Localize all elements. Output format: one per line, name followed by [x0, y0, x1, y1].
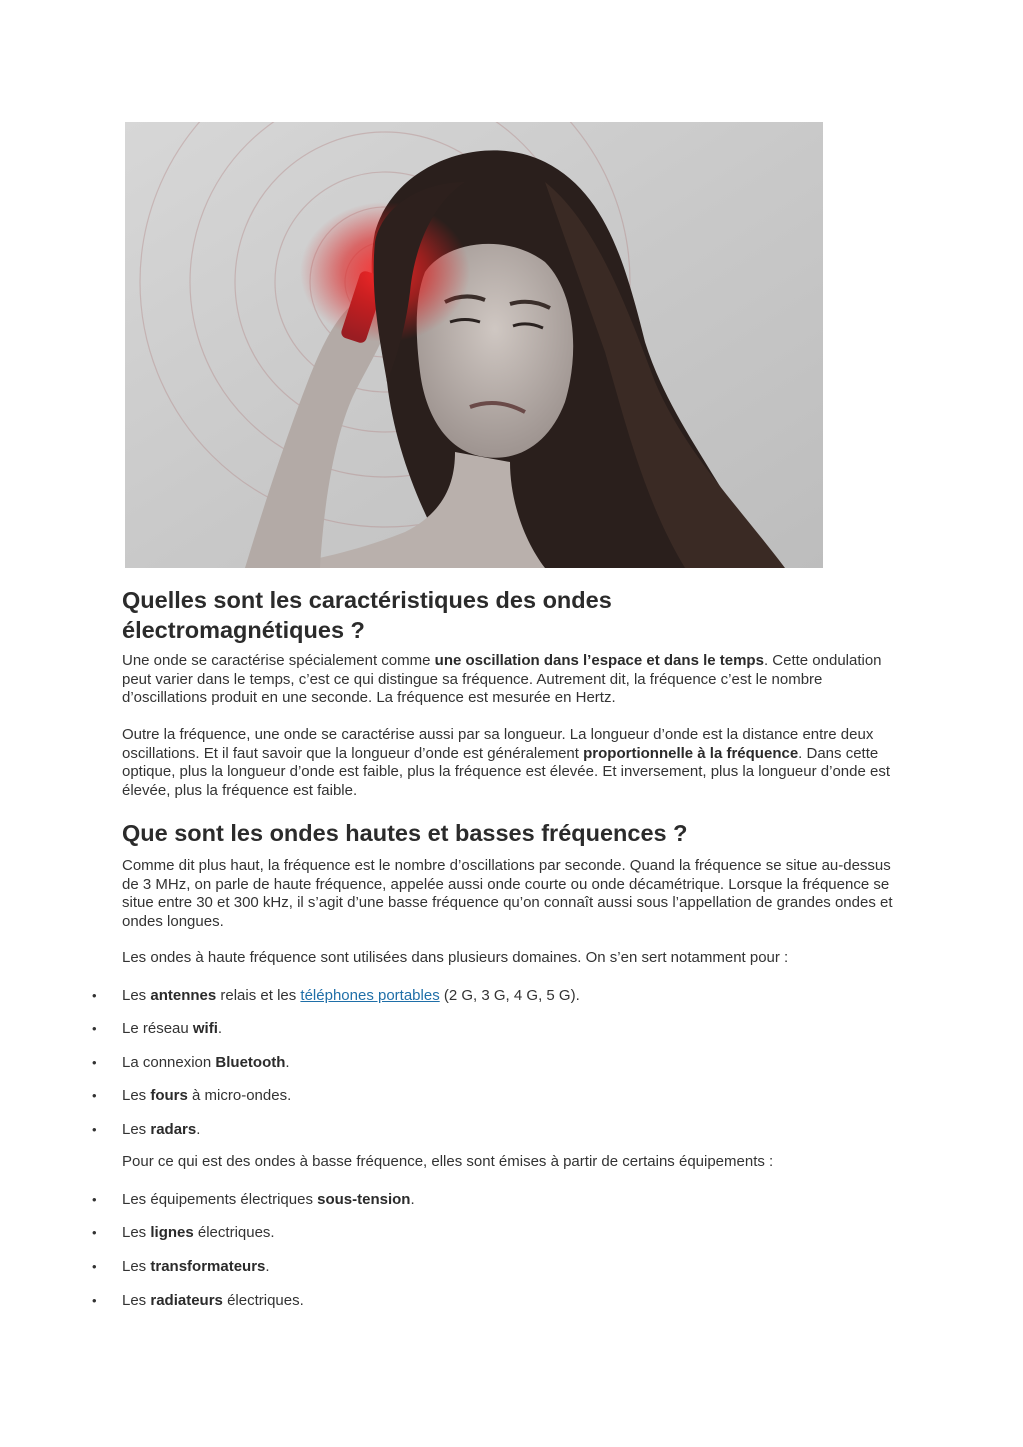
bullet-icon: •	[92, 1293, 97, 1308]
paragraph-low-frequency-intro: Pour ce qui est des ondes à basse fréquence, elles sont émises à partir de certains équipements :	[122, 1153, 774, 1170]
bullet-icon: •	[92, 1055, 97, 1070]
emphasis-proportional: proportionnelle à la fréquence	[583, 744, 799, 762]
woman-phone-headache-photo	[125, 122, 823, 568]
bullet-icon: •	[92, 1088, 97, 1103]
document-page: Quelles sont les caractéristiques des ondes électromagnétiques ? Une onde se caractérise spécialement comme une oscillation dans l’espace et dans le temps. Cette ondulation peut varier dans le temps, c’est ce qui distingue sa fréquence. Autrement dit, la fréquence c’est le nombre d’oscillations produit en une seconde. La fréquence est mesurée en Hertz. Outre la fréquence, une onde se caractérise aussi par sa longueur. La longueur d’onde est la distance entre deux oscillations. Et il faut savoir que la longueur d’onde est généralement proportionnelle à la fréquence. Dans cette optique, plus la longueur d’onde est faible, plus la fréquence est élevée. Et inversement, plus la longueur d’onde est élevée, plus la fréquence est faible. Que sont les ondes hautes et basses fréquences ? Comme dit plus haut, la fréquence est le nombre d’oscillations par seconde. Quand la fréquence se situe au-dessus de 3 MHz, on parle de haute fréquence, appelée aussi onde courte ou onde décamétrique. Lorsque la fréquence se situe entre 30 et 300 kHz, il s’agit d’une basse fréquence qu’on connaît aussi sous l’appellation de grandes ondes et ondes longues. Les ondes à haute fréquence sont utilisées dans plusieurs domaines. On s’en sert notamment pour : • Les antennes relais et les téléphones portables (2 G, 3 G, 4 G, 5 G). • Le réseau wifi. • La connexion Bluetooth. • Les fours à micro-ondes. • Les radars. Pour ce qui est des ondes à basse fréquence, elles sont émises à partir de certains équipements : • Les équipements électriques sous-tension. • Les lignes électriques. • Les transformateurs. • Les radiateurs électriques.	[0, 0, 1023, 1447]
bullet-icon: •	[92, 1192, 97, 1207]
bullet-icon: •	[92, 1259, 97, 1274]
bullet-icon: •	[92, 988, 97, 1003]
bullet-icon: •	[92, 1225, 97, 1240]
paragraph-frequency-definition: Comme dit plus haut, la fréquence est le nombre d’oscillations par seconde. Quand la fréquence se situe au-dessus de 3 MHz, on parle de haute fréquence, appelée aussi onde courte ou onde décamétrique. Lorsque la fréquence se situe entre 30 et 300 kHz, il s’agit d’une basse fréquence qu’on connaît aussi sous l’appellation de grandes ondes et ondes longues.	[122, 857, 893, 931]
bullet-icon: •	[92, 1122, 97, 1137]
emphasis-oscillation: une oscillation dans l’espace et dans le temps	[434, 652, 764, 669]
mobile-phones-link[interactable]: téléphones portables	[300, 987, 440, 1004]
section-heading-characteristics: Quelles sont les caractéristiques des ondes électromagnétiques ?	[122, 587, 612, 643]
paragraph-oscillation: Une onde se caractérise spécialement comme une oscillation dans l’espace et dans le temps. Cette ondulation peut varier dans le temps, c’est ce qui distingue sa fréquence. Autrement dit, la fréquence c’est le nombre d’oscillations produit en une seconde. La fréquence est mesurée en Hertz.	[122, 652, 882, 707]
paragraph-wavelength: Outre la fréquence, une onde se caractérise aussi par sa longueur. La longueur d’onde est la distance entre deux oscillations. Et il faut savoir que la longueur d’onde est généralement proportionnelle à la fréquence. Dans cette optique, plus la longueur d’onde est faible, plus la fréquence est élevée. Et inversement, plus la longueur d’onde est élevée, plus la fréquence est faible.	[122, 726, 891, 800]
bullet-icon: •	[92, 1021, 97, 1036]
paragraph-high-frequency-intro: Les ondes à haute fréquence sont utilisées dans plusieurs domaines. On s’en sert notamment pour :	[122, 949, 789, 966]
section-heading-high-low-frequencies: Que sont les ondes hautes et basses fréquences ?	[122, 820, 688, 846]
